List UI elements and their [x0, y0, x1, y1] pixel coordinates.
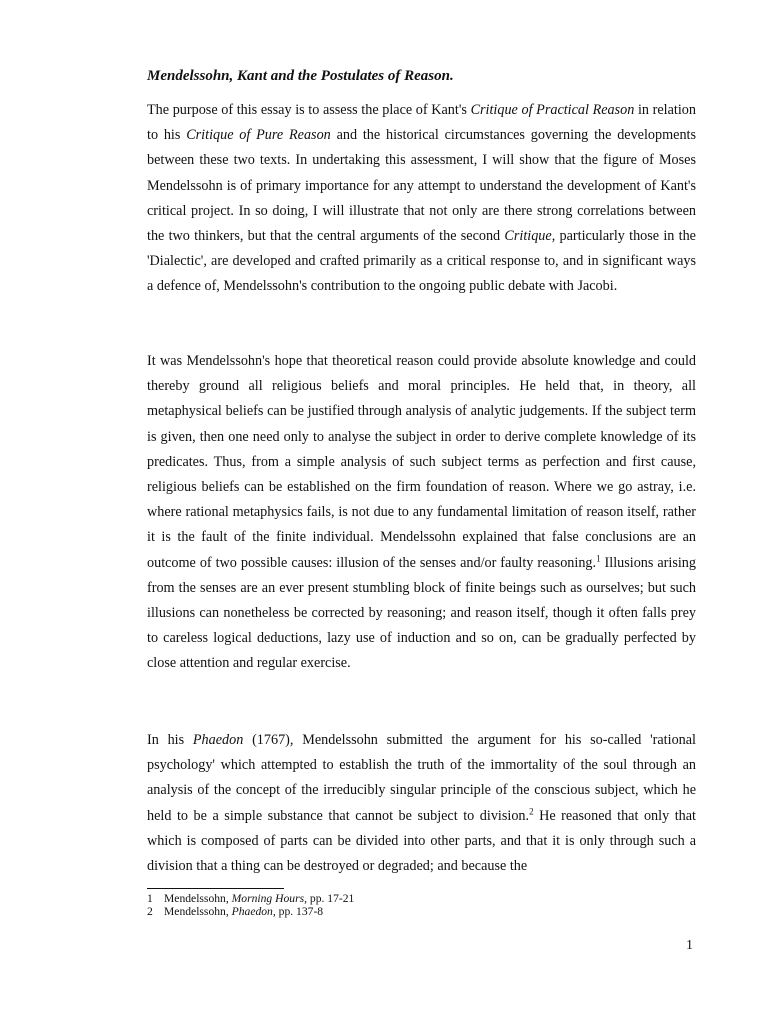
footnote-item	[147, 905, 354, 918]
p1-italic-3: Critique	[504, 228, 552, 245]
page-number: 1	[686, 938, 693, 953]
document-title: Mendelssohn, Kant and the Postulates of Reason.	[147, 68, 454, 84]
paragraph-2	[147, 349, 696, 677]
footnote-pages: pp. 17-21	[307, 892, 355, 905]
footnote-pages: pp. 137-8	[275, 905, 324, 918]
footnote-text	[164, 905, 323, 918]
p3-italic-1: Phaedon	[192, 732, 244, 748]
footnote-work: Phaedon,	[231, 905, 276, 918]
p3-italic-2: ,	[289, 732, 294, 748]
p1-text-4: , particularly those in the 'Dialectic', are developed and crafted primarily as a critical response to, and in significant ways a defence of, Mendelssohn's contribution to the ongoing public debate with Jacobi.	[147, 228, 696, 295]
p1-text-1: The purpose of this essay is to assess the place of Kant's	[147, 102, 471, 118]
footnote-author: Mendelssohn,	[164, 905, 232, 918]
p1-text-3: and the historical circumstances governing the developments between these two texts. In undertaking this assessment, I will show that the figure of Moses Mendelssohn is of primary importance for any attempt to understand the development of Kant's critical project. In so doing, I will illustrate that not only are there strong correlations between the two thinkers, but that the central arguments of the second	[147, 127, 697, 245]
footnote-ref-2[interactable]: 2	[529, 805, 534, 816]
p3-text-1: In his	[147, 732, 193, 748]
p2-text-1: It was Mendelssohn's hope that theoretical reason could provide absolute knowledge and could thereby ground all religious beliefs and moral principles. He held that, in theory, all metaphysical beliefs can be justified through analysis of analytic judgements. If the subject term is given, then one need only to analyse the subject in order to derive complete knowledge of its predicates. Thus, from a simple analysis of such subject terms as perfection and first cause, religious beliefs can be established on the firm foundation of reason. Where we go astray, i.e. where rational metaphysics fails, is not due to any fundamental limitation of reason itself, rather it is the fault of the finite individual. Mendelssohn explained that false conclusions are an outcome of two possible causes: illusion of the senses and/or faulty reasoning.	[147, 353, 696, 571]
paragraph-1	[147, 98, 696, 300]
footnote-work: Morning Hours,	[231, 892, 308, 905]
footnote-separator	[147, 888, 284, 889]
footnote-number: 1	[147, 892, 153, 905]
footnote-author: Mendelssohn,	[164, 892, 232, 905]
p2-text-2: Illusions arising from the senses are an ever present stumbling block of finite beings such as ourselves; but such illusions can nonetheless be corrected by reasoning; and reason itself, though it often falls prey to careless logical deductions, lazy use of induction and so on, can be gradually perfected by close attention and regular exercise.	[147, 554, 696, 672]
footnote-number: 2	[147, 905, 153, 918]
footnotes	[147, 892, 354, 918]
footnote-item	[147, 892, 354, 905]
paragraph-3	[147, 728, 696, 879]
p3-text-3: Mendelssohn submitted the argument for his so-called 'rational psychology' which attempted to establish the truth of the immortality of the soul through an analysis of the concept of the irreducibly singular principle of the conscious subject, which he held to be a simple substance that cannot be subject to division.	[147, 732, 696, 824]
footnote-text	[164, 892, 354, 905]
p1-italic-2: Critique of Pure Reason	[186, 127, 331, 144]
p3-text-2: (1767)	[243, 732, 290, 748]
p3-text-4: He reasoned that only that which is composed of parts can be divided into other parts, and that it is only through such a division that a thing can be destroyed or degraded; and because the	[147, 807, 696, 875]
p1-italic-1: Critique of Practical Reason	[470, 102, 635, 118]
p1-text-2: in relation to his	[147, 102, 696, 144]
footnote-ref-1[interactable]: 1	[596, 552, 601, 563]
